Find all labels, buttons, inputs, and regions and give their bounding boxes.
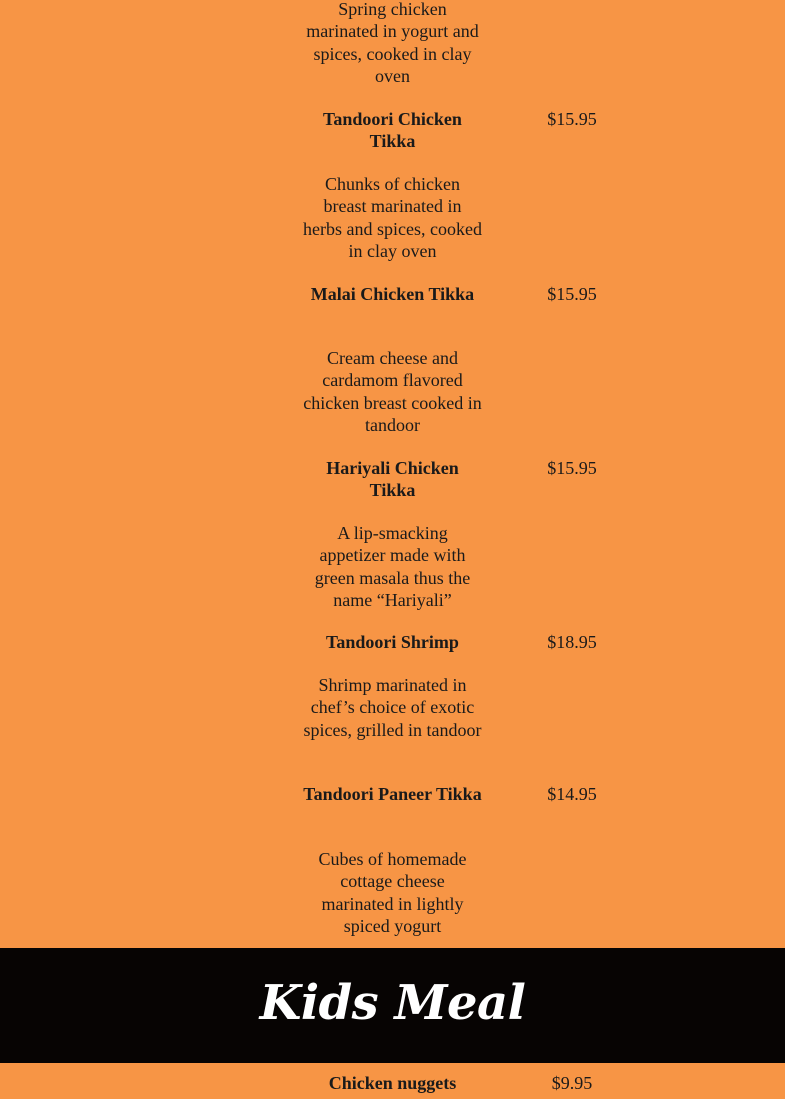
kids-item-name: Chicken nuggets bbox=[328, 1073, 457, 1093]
menu-item-description: Cubes of homemade cottage cheese marinated in lightly spiced yogurt bbox=[318, 849, 467, 936]
menu-item-price: $18.95 bbox=[547, 632, 597, 652]
menu-item-name: Malai Chicken Tikka bbox=[310, 284, 475, 304]
menu-item-name: Hariyali Chicken Tikka bbox=[326, 458, 459, 501]
menu-item-description: Chunks of chicken breast marinated in herbs and spices, cooked in clay oven bbox=[303, 174, 482, 261]
kids-item-price: $9.95 bbox=[551, 1073, 593, 1093]
menu-item-price: $15.95 bbox=[547, 109, 597, 129]
menu-item-price: $15.95 bbox=[547, 284, 597, 304]
menu-item-description: A lip-smacking appetizer made with green masala thus the name “Hariyali” bbox=[314, 523, 471, 610]
kids-meal-section bbox=[0, 1063, 785, 1099]
kids-meal-heading: Kids Meal bbox=[259, 975, 526, 1031]
menu-item-name: Tandoori Shrimp bbox=[326, 632, 459, 652]
menu-item-price: $15.95 bbox=[547, 458, 597, 478]
menu-item-description: Shrimp marinated in chef’s choice of exotic spices, grilled in tandoor bbox=[303, 675, 482, 740]
menu-item-name: Tandoori Chicken Tikka bbox=[323, 109, 462, 152]
menu-item-description: Spring chicken marinated in yogurt and spices, cooked in clay oven bbox=[306, 0, 479, 86]
menu-item-price: $14.95 bbox=[547, 784, 597, 804]
menu-item-name: Tandoori Paneer Tikka bbox=[303, 784, 482, 804]
menu-item-description: Cream cheese and cardamom flavored chicken breast cooked in tandoor bbox=[303, 348, 482, 435]
